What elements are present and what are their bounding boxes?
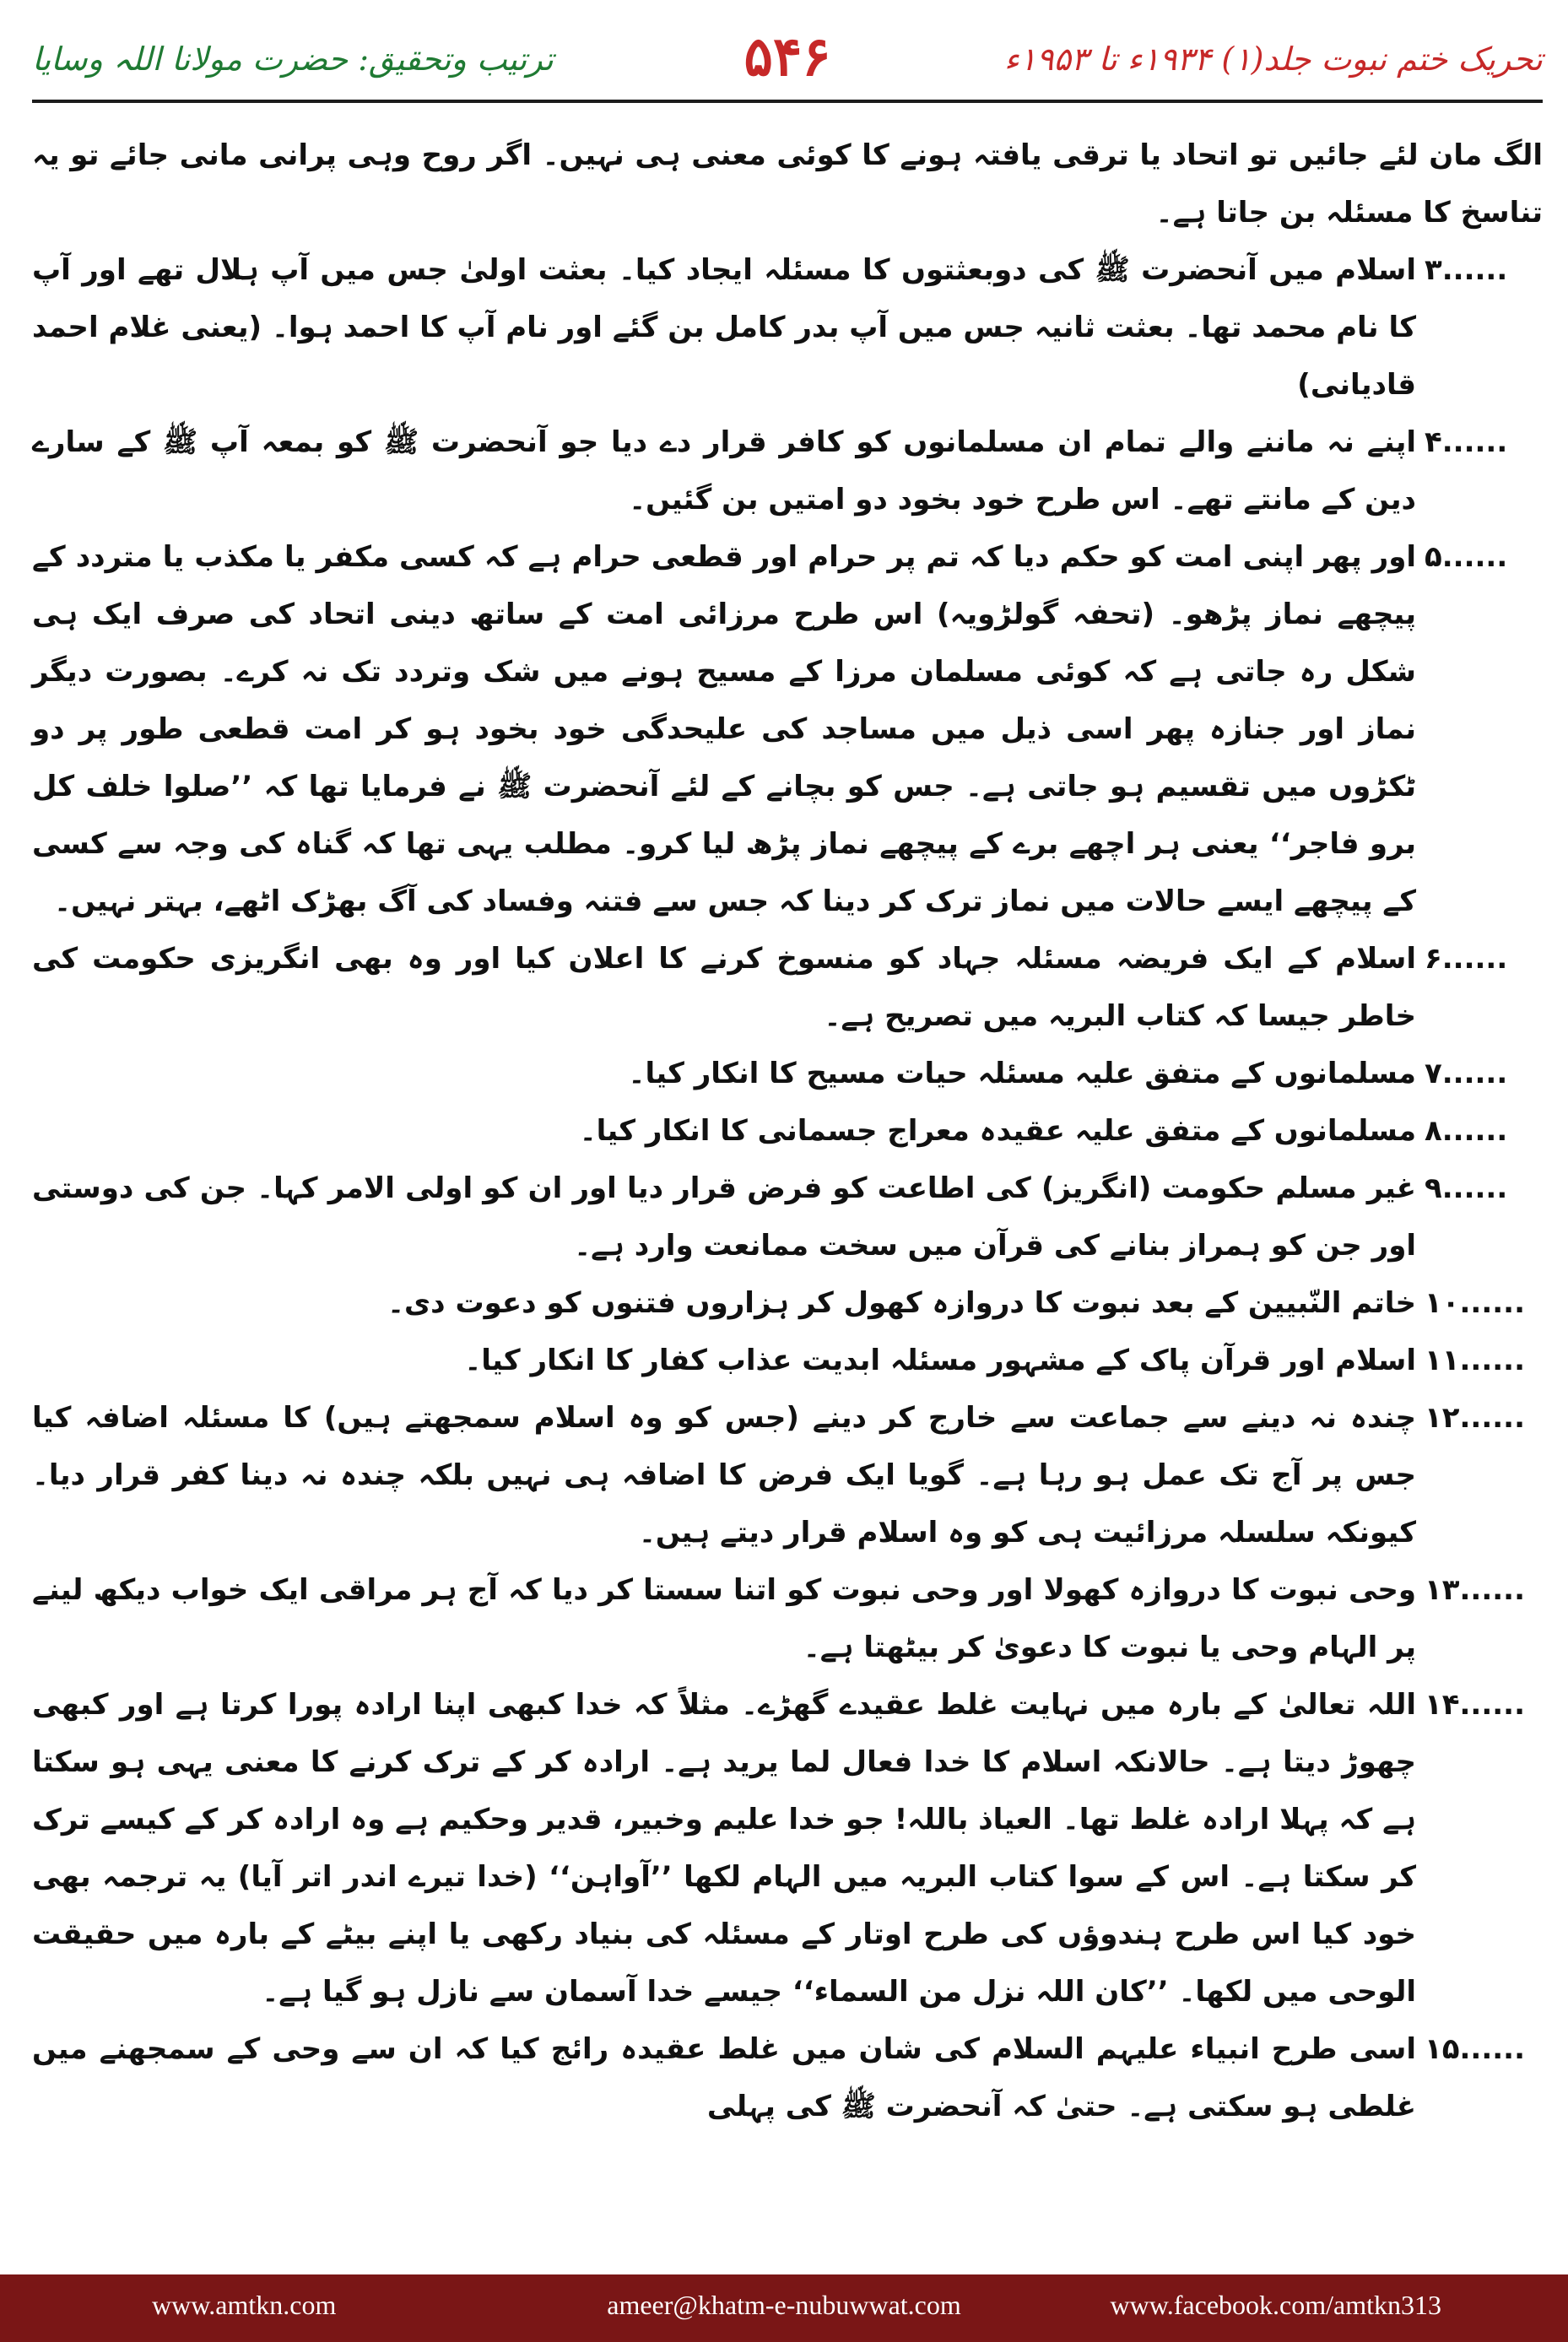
item-number: ۹...... [1425, 1171, 1508, 1205]
paragraph-text: اسلام اور قرآن پاک کے مشہور مسئلہ ابدیت عذاب کفار کا انکار کیا۔ [464, 1344, 1416, 1377]
email-link[interactable]: ameer@khatm-e-nubuwwat.com [607, 2290, 961, 2320]
page-body [32, 127, 1543, 2253]
paragraph-intro [32, 127, 1543, 241]
item-number: ۱۳...... [1425, 1573, 1525, 1607]
page-footer [0, 2274, 1568, 2342]
paragraph-text: الگ مان لئے جائیں تو اتحاد یا ترقی یافتہ ہونے کا کوئی معنی ہی نہیں۔ اگر روح وہی پرانی مانی جائے تو یہ تناسخ کا مسئلہ بن جاتا ہے۔ [32, 138, 1543, 230]
item-number: ۴...... [1425, 425, 1508, 459]
paragraph-text: خاتم النّبیین کے بعد نبوت کا دروازہ کھول کر ہزاروں فتنوں کو دعوت دی۔ [387, 1286, 1416, 1320]
paragraph-text: اپنے نہ ماننے والے تمام ان مسلمانوں کو کافر قرار دے دیا جو آنحضرت ﷺ کو بمعہ آپ ﷺ کے سارے دین کے مانتے تھے۔ اس طرح خود بخود دو امتیں بن گئیں۔ [32, 425, 1416, 517]
numbered-item-14 [32, 1676, 1543, 2020]
item-number: ۶...... [1425, 942, 1508, 976]
item-number: ۱۲...... [1425, 1401, 1525, 1435]
paragraph-text: مسلمانوں کے متفق علیہ عقیدہ معراج جسمانی کا انکار کیا۔ [579, 1114, 1416, 1148]
numbered-item-8 [32, 1102, 1543, 1160]
item-number: ۷...... [1425, 1057, 1508, 1090]
item-number: ۱۰...... [1425, 1286, 1525, 1320]
item-number: ۱۵...... [1425, 2032, 1525, 2066]
compiler-credit: ترتیب وتحقیق: حضرت مولانا اللہ وسایا [32, 41, 554, 78]
numbered-item-7 [32, 1045, 1543, 1102]
page-header [32, 25, 1543, 118]
item-number: ۵...... [1425, 540, 1508, 574]
numbered-item-9 [32, 1160, 1543, 1274]
facebook-link[interactable]: www.facebook.com/amtkn313 [1110, 2290, 1441, 2320]
numbered-item-12 [32, 1389, 1543, 1561]
item-number: ۱۴...... [1425, 1688, 1525, 1722]
paragraph-text: اللہ تعالیٰ کے بارہ میں نہایت غلط عقیدے گھڑے۔ مثلاً کہ خدا کبھی اپنا ارادہ پورا کرتا ہے اور کبھی چھوڑ دیتا ہے۔ حالانکہ اسلام کا خدا فعال لما یرید ہے۔ ارادہ کر کے ترک کرنے کا معنی یہی ہو سکتا ہے کہ پہلا ارادہ غلط تھا۔ العیاذ باللہ! جو خدا علیم وخبیر، قدیر وحکیم ہے وہ ارادہ کر کے کیسے ترک کر سکتا ہے۔ اس کے سوا کتاب البریہ میں الہام لکھا ’’آواہن‘‘ (خدا تیرے اندر اتر آیا) یہ ترجمہ بھی خود کیا اس طرح ہندوؤں کی طرح اوتار کے مسئلہ کی بنیاد رکھی یا اپنے بیٹے کے بارہ میں حقیقت الوحی میں لکھا۔ ’’کان اللہ نزل من السماء‘‘ جیسے خدا آسمان سے نازل ہو گیا ہے۔ [32, 1688, 1416, 2009]
page-number: ۵۴۶ [743, 25, 831, 89]
paragraph-text: غیر مسلم حکومت (انگریز) کی اطاعت کو فرض قرار دیا اور ان کو اولی الامر کہا۔ جن کی دوستی اور جن کو ہمراز بنانے کی قرآن میں سخت ممانعت وارد ہے۔ [32, 1171, 1416, 1263]
item-number: ۸...... [1425, 1114, 1508, 1148]
paragraph-text: اور پھر اپنی امت کو حکم دیا کہ تم پر حرام اور قطعی حرام ہے کہ کسی مکفر یا مکذب یا متردد کے پیچھے نماز پڑھو۔ (تحفہ گولڑویہ) اس طرح مرزائی امت کے ساتھ دینی اتحاد کی صرف ایک ہی شکل رہ جاتی ہے کہ کوئی مسلمان مرزا کے مسیح ہونے میں شک وتردد تک نہ کرے۔ بصورت دیگر نماز اور جنازہ پھر اسی ذیل میں مساجد کی علیحدگی خود بخود ہو کر امت قطعی طور پر دو ٹکڑوں میں تقسیم ہو جاتی ہے۔ جس کو بچانے کے لئے آنحضرت ﷺ نے فرمایا تھا کہ ’’صلوا خلف کل برو فاجر‘‘ یعنی ہر اچھے برے کے پیچھے نماز پڑھ لیا کرو۔ مطلب یہی تھا کہ گناہ کی وجہ سے کسی کے پیچھے ایسے حالات میں نماز ترک کر دینا کہ جس سے فتنہ وفساد کی آگ بھڑک اٹھے، بہتر نہیں۔ [32, 540, 1416, 918]
numbered-item-5 [32, 528, 1543, 930]
paragraph-text: اسلام میں آنحضرت ﷺ کی دوبعثتوں کا مسئلہ ایجاد کیا۔ بعثت اولیٰ جس میں آپ ہلال تھے اور آپ کا نام محمد تھا۔ بعثت ثانیہ جس میں آپ بدر کامل بن گئے اور نام آپ کا احمد ہوا۔ (یعنی غلام احمد قادیانی) [32, 253, 1416, 402]
book-title: تحریک ختم نبوت جلد(۱) ۱۹۳۴ء تا ۱۹۵۳ء [1003, 41, 1543, 78]
paragraph-text: وحی نبوت کا دروازہ کھولا اور وحی نبوت کو اتنا سستا کر دیا کہ آج ہر مراقی ایک خواب دیکھ لینے پر الہام وحی یا نبوت کا دعویٰ کر بیٹھتا ہے۔ [32, 1573, 1416, 1664]
website-link[interactable]: www.amtkn.com [152, 2290, 337, 2320]
header-divider [32, 100, 1543, 103]
numbered-item-4 [32, 414, 1543, 528]
numbered-item-10 [32, 1274, 1543, 1332]
numbered-item-6 [32, 930, 1543, 1045]
numbered-item-13 [32, 1561, 1543, 1676]
numbered-item-3 [32, 241, 1543, 414]
numbered-item-11 [32, 1332, 1543, 1389]
numbered-item-15 [32, 2020, 1543, 2135]
paragraph-text: مسلمانوں کے متفق علیہ مسئلہ حیات مسیح کا انکار کیا۔ [628, 1057, 1416, 1090]
item-number: ۳...... [1425, 253, 1508, 287]
paragraph-text: اسلام کے ایک فریضہ مسئلہ جہاد کو منسوخ کرنے کا اعلان کیا اور وہ بھی انگریزی حکومت کی خاطر جیسا کہ کتاب البریہ میں تصریح ہے۔ [32, 942, 1416, 1033]
item-number: ۱۱...... [1425, 1344, 1525, 1377]
paragraph-text: اسی طرح انبیاء علیہم السلام کی شان میں غلط عقیدہ رائج کیا کہ ان سے وحی کے سمجھنے میں غلطی ہو سکتی ہے۔ حتیٰ کہ آنحضرت ﷺ کی پہلی [32, 2032, 1416, 2123]
paragraph-text: چندہ نہ دینے سے جماعت سے خارج کر دینے (جس کو وہ اسلام سمجھتے ہیں) کا مسئلہ اضافہ کیا جس پر آج تک عمل ہو رہا ہے۔ گویا ایک فرض کا اضافہ ہی نہیں بلکہ چندہ نہ دینا کفر قرار دیا۔ کیونکہ سلسلہ مرزائیت ہی کو وہ اسلام قرار دیتے ہیں۔ [32, 1401, 1416, 1550]
